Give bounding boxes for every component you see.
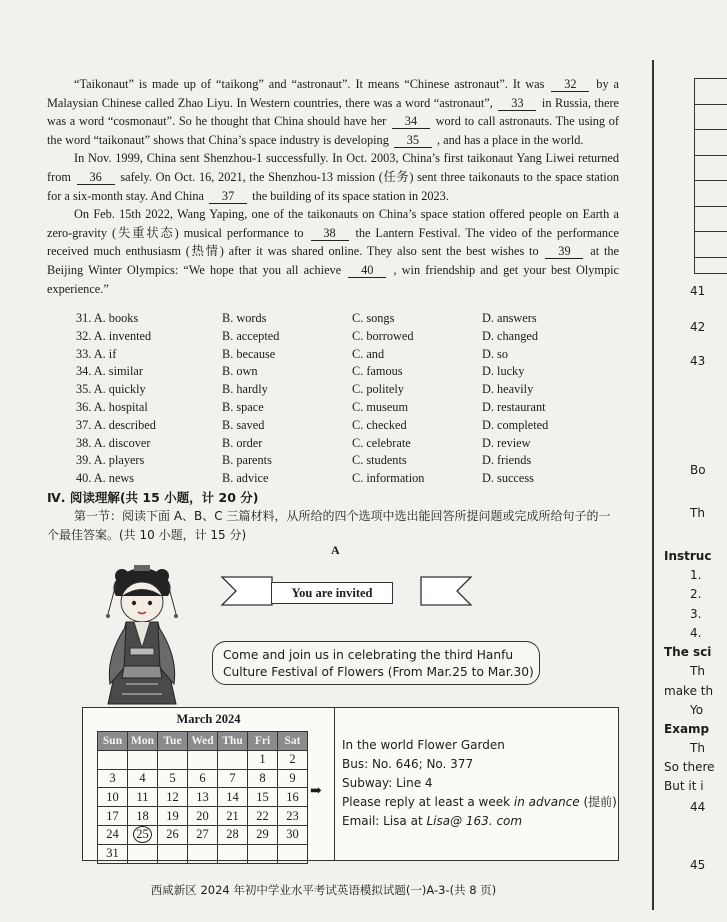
- option-row: [47, 363, 619, 381]
- option-row: [47, 399, 619, 417]
- calendar-date-cell: 3: [98, 769, 128, 788]
- text: in Russia, there was a word “cosmonaut”. So he thought that China should have her: [47, 95, 620, 129]
- option-c: C. museum: [352, 399, 409, 414]
- calendar-day-header: Mon: [128, 732, 158, 751]
- option-a: 40. A. news: [76, 471, 135, 486]
- calendar-day-header: Sat: [278, 732, 308, 751]
- fragment-the-sci: The sci: [664, 645, 712, 659]
- instruction-text: 第一节：阅读下面 A、B、C 三篇材料，从所给的四个选项中选出能回答所提问题或完成所给句子的一个最佳答案。(共 10 小题，计 15 分): [47, 509, 611, 542]
- option-c: C. and: [352, 346, 385, 361]
- fragment-th: Th: [690, 506, 705, 520]
- option-d: D. restaurant: [482, 399, 546, 414]
- option-row: [47, 381, 619, 399]
- paragraph-3: [47, 205, 619, 298]
- calendar-date-cell: [128, 844, 158, 863]
- option-d: D. friends: [482, 453, 532, 468]
- calendar-date-cell: 8: [248, 769, 278, 788]
- section-heading: Ⅳ. 阅读理解(共 15 小题，计 20 分): [47, 490, 259, 505]
- fragment-th: Th: [690, 664, 705, 678]
- info-reply: [342, 793, 618, 812]
- calendar-date-cell: 30: [278, 825, 308, 844]
- text: the Lantern Festival. The video of the performance received much enthusiasm (热情) after it was shared online. They also sent the best wishes to: [47, 225, 619, 259]
- option-a: 38. A. discover: [76, 435, 151, 450]
- fragment-instruc: Instruc: [664, 549, 712, 563]
- calendar-date-cell: 12: [158, 788, 188, 807]
- option-b: B. advice: [222, 471, 269, 486]
- calendar-week-row: [98, 825, 308, 844]
- text: the building of its space station in 2023.: [249, 188, 449, 203]
- page-footer: 西咸新区 2024 年初中学业水平考试英语模拟试题(一)A-3-(共 8 页): [150, 883, 497, 897]
- speech-bubble: Come and join us in celebrating the third Hanfu Culture Festival of Flowers (From Mar.25 to Mar.30): [212, 641, 540, 685]
- calendar-date-cell: 4: [128, 769, 158, 788]
- option-d: D. heavily: [482, 382, 534, 397]
- text: by a Malaysian Chinese called Zhao Liyu. In Western countries, there was a word “astronaut”,: [47, 77, 620, 110]
- calendar-date-cell: 26: [158, 825, 188, 844]
- option-b: B. because: [222, 346, 276, 361]
- fragment-examp: Examp: [664, 722, 710, 736]
- calendar-day-header: Thu: [218, 732, 248, 751]
- option-b: B. parents: [222, 453, 272, 468]
- option-b: B. space: [222, 399, 264, 414]
- q44-number: 44: [690, 800, 706, 814]
- info-email: [342, 812, 618, 831]
- reply-emphasis: in advance: [513, 795, 580, 809]
- text: In Nov. 1999, China sent Shenzhou-1 successfully. In Oct. 2003, China’s first taikonaut Yang Liwei returned from: [47, 151, 619, 184]
- calendar-day-header: Fri: [248, 732, 278, 751]
- option-d: D. completed: [482, 417, 549, 432]
- calendar-date-cell: [248, 844, 278, 863]
- email-address: Lisa@ 163. com: [426, 814, 523, 828]
- option-a: 36. A. hospital: [76, 399, 148, 414]
- calendar-date-cell: 29: [248, 825, 278, 844]
- paragraph-2: [47, 149, 619, 205]
- text: “Taikonaut” is made up of “taikong” and “astronaut”. It means “Chinese astronaut”. It was: [74, 77, 550, 91]
- blank-35: 35: [394, 133, 432, 148]
- option-d: D. answers: [482, 311, 537, 325]
- text: , and has a place in the world.: [433, 132, 584, 147]
- calendar-day-header: Wed: [188, 732, 218, 751]
- option-b: B. own: [222, 364, 258, 379]
- calendar-date-cell: 16: [278, 788, 308, 807]
- calendar-date-cell: [128, 750, 158, 769]
- option-b: B. words: [222, 311, 267, 325]
- calendar-date-cell: 13: [188, 788, 218, 807]
- q45-number: 45: [690, 858, 706, 872]
- option-b: B. order: [222, 435, 263, 450]
- q43-number: 43: [690, 354, 706, 368]
- options-list: [47, 310, 619, 488]
- invite-banner-text: You are invited: [271, 582, 393, 604]
- calendar-date-cell: 7: [218, 769, 248, 788]
- calendar-date-cell: 31: [98, 844, 128, 863]
- hanfu-girl-illustration: [96, 556, 188, 706]
- option-d: D. changed: [482, 328, 538, 343]
- calendar-day-header: Sun: [98, 732, 128, 751]
- option-a: 37. A. described: [76, 417, 156, 432]
- option-row: [47, 417, 619, 435]
- blank-34: 34: [392, 114, 430, 129]
- calendar-week-row: [98, 750, 308, 769]
- option-c: C. borrowed: [352, 328, 414, 343]
- section-instruction: [47, 507, 619, 545]
- calendar-date-cell: [158, 844, 188, 863]
- right-page-fragment: [650, 0, 727, 922]
- text: at the Beijing Winter Olympics: “We hope that you all achieve: [47, 244, 620, 277]
- fragment-th: Th: [690, 741, 705, 755]
- option-c: C. songs: [352, 311, 395, 325]
- calendar-table: [97, 731, 308, 864]
- cloze-passage: [47, 75, 619, 298]
- calendar-date-cell: 22: [248, 807, 278, 826]
- option-row: [47, 310, 619, 328]
- calendar-week-row: [98, 807, 308, 826]
- reply-text: Please reply at least a week: [342, 795, 514, 809]
- fragment-make: make th: [664, 684, 714, 698]
- calendar-week-row: [98, 844, 308, 863]
- calendar-date-cell: 19: [158, 807, 188, 826]
- event-info-box: [335, 707, 619, 861]
- option-d: D. success: [482, 471, 534, 486]
- info-bus: Bus: No. 646; No. 377: [342, 757, 474, 771]
- list-num: 2.: [690, 587, 702, 601]
- calendar-date-cell: [158, 750, 188, 769]
- blank-36: 36: [77, 170, 115, 185]
- email-label: Email: Lisa at: [342, 814, 427, 828]
- option-c: C. politely: [352, 382, 404, 397]
- calendar-date-cell: 17: [98, 807, 128, 826]
- calendar-date-cell: 20: [188, 807, 218, 826]
- calendar-date-cell: [188, 750, 218, 769]
- blank-38: 38: [311, 226, 349, 241]
- blank-33: 33: [498, 96, 536, 111]
- calendar-date-cell: [128, 825, 158, 844]
- blank-39: 39: [545, 244, 583, 259]
- option-row: [47, 470, 619, 488]
- calendar-date-cell: 21: [218, 807, 248, 826]
- option-c: C. students: [352, 453, 407, 468]
- text: word to call astronauts. The using of the word “taikonaut” shows that China’s space industry is developing: [47, 114, 620, 147]
- calendar-date-cell: 14: [218, 788, 248, 807]
- option-d: D. lucky: [482, 364, 525, 379]
- calendar-date-cell: 24: [98, 825, 128, 844]
- info-place: In the world Flower Garden: [342, 738, 505, 752]
- calendar-date-cell: 9: [278, 769, 308, 788]
- circled-date: 25: [133, 826, 152, 843]
- arrow-icon: ➡: [310, 784, 322, 799]
- calendar-date-cell: 5: [158, 769, 188, 788]
- calendar-date-cell: 15: [248, 788, 278, 807]
- option-a: 31. A. books: [76, 311, 139, 325]
- option-d: D. review: [482, 435, 531, 450]
- option-a: 34. A. similar: [76, 364, 143, 379]
- part-label: A: [331, 543, 340, 557]
- text: safely. On Oct. 16, 2021, the Shenzhou-13 mission (任务) sent three taikonauts to the space station for a six-month stay. And China: [47, 169, 620, 203]
- option-row: [47, 452, 619, 470]
- blank-40: 40: [348, 263, 386, 278]
- calendar-date-cell: [188, 844, 218, 863]
- blank-37: 37: [209, 189, 247, 204]
- calendar-date-cell: 23: [278, 807, 308, 826]
- info-subway: Subway: Line 4: [342, 776, 433, 790]
- calendar-box: [82, 707, 335, 861]
- calendar-week-row: [98, 788, 308, 807]
- list-num: 1.: [690, 568, 702, 582]
- calendar-date-cell: 28: [218, 825, 248, 844]
- q41-number: 41: [690, 284, 706, 298]
- option-b: B. accepted: [222, 328, 280, 343]
- fragment-yo: Yo: [690, 703, 704, 717]
- option-row: [47, 328, 619, 346]
- calendar-date-cell: [218, 844, 248, 863]
- calendar-header-row: [98, 732, 308, 751]
- fragment-so-there: So there: [664, 760, 715, 774]
- option-a: 39. A. players: [76, 453, 145, 468]
- calendar-date-cell: 27: [188, 825, 218, 844]
- calendar-date-cell: [98, 750, 128, 769]
- calendar-date-cell: 1: [248, 750, 278, 769]
- calendar-title: March 2024: [176, 712, 241, 726]
- text: On Feb. 15th 2022, Wang Yaping, one of the taikonauts on China’s space station offered people on Earth a zero-gravity (失重状态) musical performance to: [47, 207, 619, 240]
- blank-32: 32: [551, 77, 589, 92]
- calendar-date-cell: 11: [128, 788, 158, 807]
- option-c: C. celebrate: [352, 435, 411, 450]
- right-table-fragment: [694, 78, 727, 274]
- option-c: C. famous: [352, 364, 403, 379]
- option-a: 35. A. quickly: [76, 382, 146, 397]
- calendar-day-header: Tue: [158, 732, 188, 751]
- q42-number: 42: [690, 320, 706, 334]
- text: , win friendship and get your best Olympic experience.”: [47, 262, 619, 296]
- calendar-week-row: [98, 769, 308, 788]
- calendar-date-cell: 2: [278, 750, 308, 769]
- fragment-bo: Bo: [690, 463, 706, 477]
- option-row: [47, 435, 619, 453]
- list-num: 4.: [690, 626, 702, 640]
- calendar-date-cell: 10: [98, 788, 128, 807]
- option-a: 33. A. if: [76, 346, 117, 361]
- reply-note: (提前): [579, 795, 617, 809]
- option-a: 32. A. invented: [76, 328, 152, 343]
- option-c: C. checked: [352, 417, 407, 432]
- calendar-date-cell: 6: [188, 769, 218, 788]
- option-row: [47, 346, 619, 364]
- option-b: B. saved: [222, 417, 265, 432]
- calendar-date-cell: [218, 750, 248, 769]
- option-d: D. so: [482, 346, 508, 361]
- paragraph-1: [47, 75, 619, 149]
- calendar-date-cell: 18: [128, 807, 158, 826]
- list-num: 3.: [690, 607, 702, 621]
- option-c: C. information: [352, 471, 425, 486]
- option-b: B. hardly: [222, 382, 268, 397]
- fragment-but-it: But it i: [664, 779, 704, 793]
- calendar-date-cell: [278, 844, 308, 863]
